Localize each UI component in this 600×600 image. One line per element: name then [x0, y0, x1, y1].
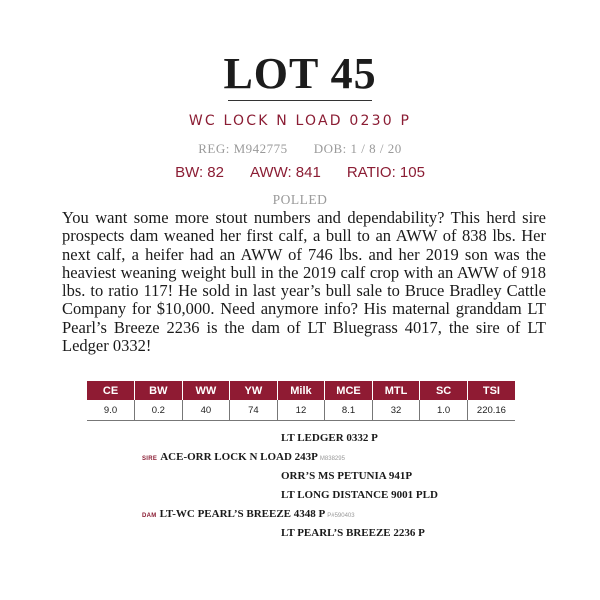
dam-registration: P#590403 — [327, 513, 355, 519]
epd-header: TSI — [467, 381, 515, 400]
epd-value: 40 — [182, 400, 230, 421]
epd-value: 0.2 — [135, 400, 183, 421]
epd-header: CE — [87, 381, 135, 400]
epd-value: 74 — [230, 400, 278, 421]
performance-line — [0, 164, 600, 181]
pedigree-dam-sire: LT LONG DISTANCE 9001 PLD — [281, 489, 438, 501]
polled-label: POLLED — [272, 192, 328, 207]
birth-weight: BW: 82 — [175, 164, 224, 181]
lot-description: You want some more stout numbers and dependability? This herd sire prospects dam weaned her first calf, a bull to an AWW of 838 lbs. Her next calf, a heifer had an AWW of 746 lbs. and her 2019 son was the heaviest weaning weight bull in the 2019 calf crop with an AWW of 918 lbs. to ratio 117! He sold in last year’s bull sale to Bruce Bradley Cattle Company for $10,000. Need anymore info? His maternal granddam LT Pearl’s Breeze 2236 is the dam of LT Bluegrass 4017, the sire of LT Ledger 0332! — [62, 208, 546, 356]
epd-header: BW — [135, 381, 183, 400]
epd-value: 9.0 — [87, 400, 135, 421]
pedigree-sire-row — [142, 451, 345, 463]
pedigree-sire-sire: LT LEDGER 0332 P — [281, 432, 378, 444]
pedigree-sire-dam: ORR’S MS PETUNIA 941P — [281, 470, 413, 482]
sire-tag: SIRE — [142, 456, 158, 462]
epd-header: MTL — [372, 381, 420, 400]
registration-line — [0, 141, 600, 157]
epd-value-row — [87, 400, 515, 421]
epd-header: Milk — [277, 381, 325, 400]
epd-header: SC — [420, 381, 468, 400]
pedigree-sire: ACE-ORR LOCK N LOAD 243P — [160, 451, 318, 463]
epd-value: 12 — [277, 400, 325, 421]
epd-value: 1.0 — [420, 400, 468, 421]
dam-tag: DAM — [142, 513, 157, 519]
registration-number: REG: M942775 — [198, 141, 288, 156]
adjusted-weaning-weight: AWW: 841 — [249, 164, 321, 181]
weaning-ratio: RATIO: 105 — [346, 164, 425, 181]
title-underline — [228, 100, 372, 101]
pedigree-dam-dam: LT PEARL’S BREEZE 2236 P — [281, 527, 425, 539]
epd-value: 32 — [372, 400, 420, 421]
epd-header-row — [87, 381, 515, 400]
epd-header: MCE — [325, 381, 373, 400]
epd-value: 220.16 — [467, 400, 515, 421]
animal-name: WC LOCK N LOAD 0230 P — [188, 113, 412, 129]
sire-registration: M838295 — [319, 456, 345, 462]
epd-table — [87, 381, 515, 421]
epd-header: WW — [182, 381, 230, 400]
pedigree-dam: LT-WC PEARL’S BREEZE 4348 P — [159, 508, 326, 520]
lot-title: LOT 45 — [223, 49, 377, 98]
epd-value: 8.1 — [325, 400, 373, 421]
epd-header: YW — [230, 381, 278, 400]
pedigree-dam-row — [142, 508, 355, 520]
date-of-birth: DOB: 1 / 8 / 20 — [313, 141, 402, 156]
